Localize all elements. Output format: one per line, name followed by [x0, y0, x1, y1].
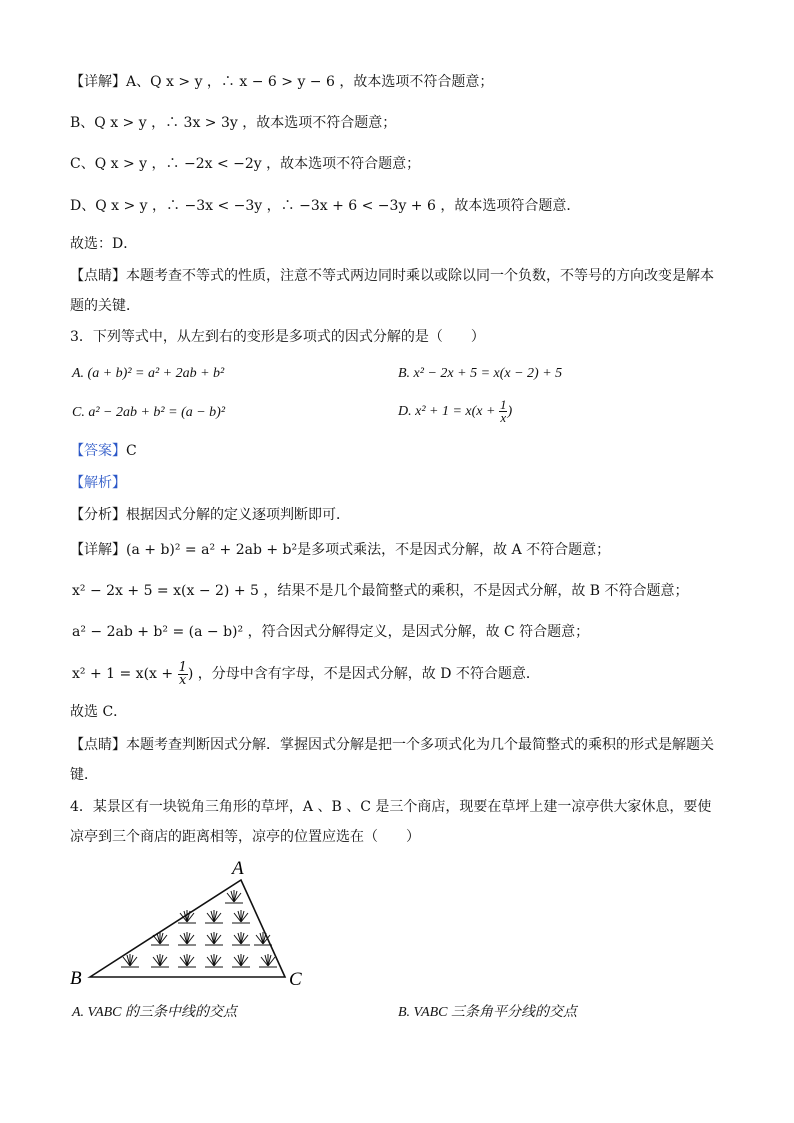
- detail-q3-d-expr: x² + 1 = x(x +: [72, 666, 174, 682]
- comment-line-2: 题的关键．: [70, 298, 140, 314]
- question-4-stem-2: 凉亭到三个商店的距离相等，凉亭的位置应选在（ ）: [70, 829, 420, 845]
- option-d-close: ): [507, 404, 513, 419]
- grass-icon: [151, 954, 169, 967]
- detail-q3-c: a² − 2ab + b² = (a − b)² ，符合因式分解得定义，是因式分解，故 C 符合题意；: [72, 624, 590, 640]
- answer-line: [70, 441, 137, 461]
- grass-icon: [205, 910, 223, 923]
- question-4-option-b: B. VABC 三条角平分线的交点: [398, 1005, 578, 1020]
- fraction-denominator: x: [500, 410, 507, 426]
- grass-icon: [205, 932, 223, 945]
- fraction-numerator: 1: [178, 659, 187, 675]
- option-a: A. (a + b)² = a² + 2ab + b²: [72, 366, 225, 381]
- question-4-stem-1: 4．某景区有一块锐角三角形的草坪，A 、B 、C 是三个商店，现要在草坪上建一凉亭供大家休息，要使: [70, 799, 712, 815]
- grass-icon: [232, 932, 250, 945]
- option-d: [398, 396, 512, 428]
- grass-icon: [205, 954, 223, 967]
- grass-icon: [259, 954, 277, 967]
- analysis-summary: 【分析】根据因式分解的定义逐项判断即可．: [70, 507, 350, 523]
- fraction: [178, 659, 188, 688]
- grass-icon: [178, 910, 196, 923]
- vertex-b-label: B: [70, 968, 82, 989]
- question-4-option-a: A. VABC 的三条中线的交点: [72, 1005, 238, 1020]
- answer-tag: 【答案】: [70, 443, 126, 459]
- detail-line-a: 【详解】A、Q x > y ，∴ x − 6 > y − 6 ，故本选项不符合题意；: [70, 74, 494, 90]
- detail-line-c: C、Q x > y ，∴ −2x < −2y ，故本选项不符合题意；: [70, 156, 421, 172]
- grass-icon: [232, 910, 250, 923]
- option-b: B. x² − 2x + 5 = x(x − 2) + 5: [398, 366, 563, 381]
- detail-q3-d: [72, 658, 540, 690]
- detail-q3-a: 【详解】(a + b)² = a² + 2ab + b²是多项式乘法，不是因式分解，故 A 不符合题意；: [70, 542, 611, 558]
- detail-q3-d-rest: ) ，分母中含有字母，不是因式分解，故 D 不符合题意．: [187, 666, 540, 682]
- comment-q3-line-2: 键．: [70, 767, 98, 783]
- vertex-a-label: A: [232, 858, 244, 879]
- analysis-tag: 【解析】: [70, 475, 126, 491]
- question-3-stem: 3．下列等式中，从左到右的变形是多项式的因式分解的是（ ）: [70, 329, 485, 345]
- grass-icons: [121, 890, 277, 967]
- grass-icon: [151, 932, 169, 945]
- comment-line-1: 【点睛】本题考查不等式的性质，注意不等式两边同时乘以或除以同一个负数，不等号的方向改变是解本: [70, 268, 714, 284]
- option-d-expr: D. x² + 1 = x(x +: [398, 404, 496, 419]
- grass-icon: [232, 954, 250, 967]
- grass-icon: [178, 932, 196, 945]
- detail-line-d: D、Q x > y ，∴ −3x < −3y ，∴ −3x + 6 < −3y + 6 ，故本选项符合题意．: [70, 198, 581, 214]
- fraction-denominator: x: [179, 672, 187, 688]
- detail-q3-b: x² − 2x + 5 = x(x − 2) + 5 ，结果不是几个最简整式的乘积，不是因式分解，故 B 不符合题意；: [72, 583, 689, 599]
- detail-line-b: B、Q x > y ，∴ 3x > 3y ，故本选项不符合题意；: [70, 115, 397, 131]
- option-c: C. a² − 2ab + b² = (a − b)²: [72, 405, 226, 420]
- vertex-c-label: C: [289, 969, 302, 990]
- grass-icon: [178, 954, 196, 967]
- answer-value: C: [126, 443, 137, 459]
- grass-icon: [225, 890, 243, 903]
- choice-result-2: 故选 C．: [70, 704, 128, 720]
- comment-q3-line-1: 【点睛】本题考查判断因式分解．掌握因式分解是把一个多项式化为几个最简整式的乘积的形式是解题关: [70, 737, 714, 753]
- fraction-numerator: 1: [499, 397, 507, 413]
- triangle-figure: [64, 852, 324, 992]
- choice-result: 故选：D．: [70, 236, 138, 252]
